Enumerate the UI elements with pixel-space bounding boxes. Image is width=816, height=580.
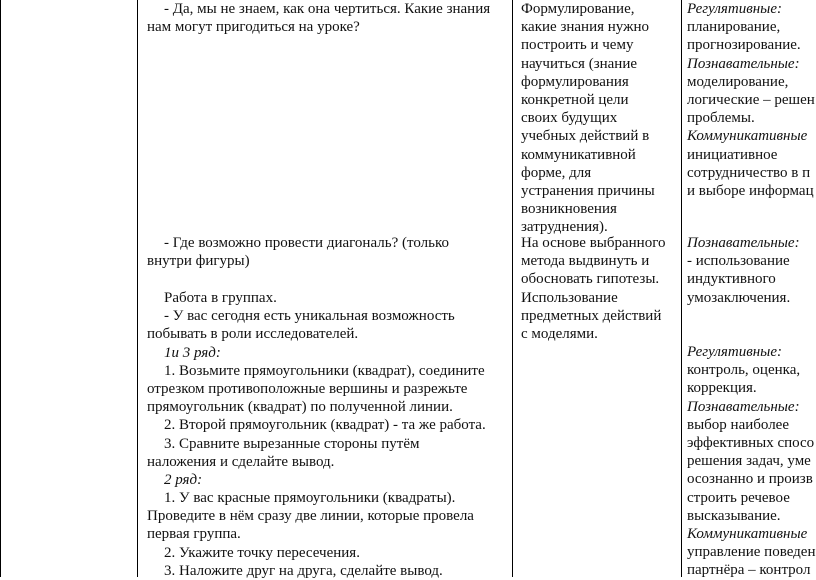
text-line: обосновать гипотезы. — [521, 271, 660, 288]
skills-block-3 — [687, 343, 815, 579]
text-line: метода выдвинуть и — [521, 253, 650, 270]
text-line: - использование — [687, 253, 790, 270]
text-line: какие знания нужно — [521, 19, 649, 36]
text-line: инициативное — [687, 146, 778, 163]
text-line: возникновения — [521, 201, 617, 218]
text-line: высказывание. — [687, 507, 781, 524]
text-line: осознанно и произв — [687, 471, 813, 488]
text-line: планирование, — [687, 19, 781, 36]
text-line: коммуникативной — [521, 146, 636, 163]
goals-block-2 — [521, 234, 666, 343]
text-line: партнёра – контрол — [687, 562, 811, 579]
text-line: затруднения). — [521, 219, 608, 236]
skill-category: Познавательные: — [687, 55, 800, 72]
skill-category: Познавательные: — [687, 235, 800, 251]
skill-category: Коммуникативные — [687, 128, 808, 145]
group-work-block — [147, 289, 486, 580]
dialogue-block-2 — [147, 234, 449, 270]
text-line: отрезком противоположные вершины и разрежьте — [147, 380, 468, 397]
skill-category: Регулятивные: — [687, 1, 782, 17]
text-line: побывать в роли исследователей. — [147, 326, 359, 343]
text-line: своих будущих — [521, 110, 618, 127]
text-line: наложения и сделайте вывод. — [147, 453, 335, 470]
text-line: строить речевое — [687, 489, 790, 506]
text-line: - Где возможно провести диагональ? (только — [164, 235, 449, 251]
skills-block-2 — [687, 234, 800, 307]
text-line: Проведите в нём сразу две линии, которые провела — [147, 508, 474, 525]
text-line: - У вас сегодня есть уникальная возможность — [164, 308, 455, 325]
text-line: 3. Сравните вырезанные стороны путём — [164, 435, 420, 452]
text-line: 2. Второй прямоугольник (квадрат) - та же работа. — [164, 417, 486, 434]
text-line: логические – решен — [687, 91, 815, 108]
table-border-left — [0, 0, 1, 577]
skills-block-1 — [687, 0, 815, 200]
text-line: 1. Возьмите прямоугольники (квадрат), соедините — [164, 362, 485, 379]
text-line: устранения причины — [521, 182, 655, 199]
row-heading: 2 ряд: — [164, 471, 203, 488]
text-line: научиться (знание — [521, 55, 638, 72]
text-line: конкретной цели — [521, 91, 629, 108]
text-line: решения задач, уме — [687, 453, 811, 470]
text-line: внутри фигуры) — [147, 253, 250, 270]
text-line: предметных действий — [521, 307, 662, 324]
skill-category: Регулятивные: — [687, 344, 782, 360]
text-line: контроль, оценка, — [687, 362, 801, 379]
text-line: нам могут пригодиться на уроке? — [147, 19, 360, 36]
text-line: проблемы. — [687, 110, 755, 127]
text-line: индуктивного — [687, 271, 776, 288]
text-line: коррекция. — [687, 380, 757, 397]
skill-category: Коммуникативные — [687, 525, 808, 542]
dialogue-block-1 — [147, 0, 490, 36]
text-line: первая группа. — [147, 526, 241, 543]
text-line: 3. Наложите друг на друга, сделайте вывод. — [164, 562, 443, 579]
text-line: и выборе информац — [687, 182, 814, 199]
table-border-col3-left — [512, 0, 513, 577]
text-line: моделирование, — [687, 73, 789, 90]
text-line: Использование — [521, 289, 618, 306]
text-line: сотрудничество в п — [687, 164, 811, 181]
table-border-col4-left — [681, 0, 682, 577]
text-line: с моделями. — [521, 325, 598, 342]
text-line: Формулирование, — [521, 1, 635, 17]
text-line: эффективных спосо — [687, 434, 815, 451]
text-line: выбор наиболее — [687, 416, 789, 433]
text-line: учебных действий в — [521, 128, 650, 145]
text-line: прогнозирование. — [687, 37, 801, 54]
text-line: прямоугольник (квадрат) по полученной линии. — [147, 399, 453, 416]
text-line: 1. У вас красные прямоугольники (квадраты). — [164, 490, 456, 507]
text-line: управление поведен — [687, 544, 816, 561]
text-line: форме, для — [521, 164, 592, 181]
text-line: построить и чему — [521, 37, 634, 54]
row-heading: 1и 3 ряд: — [164, 344, 221, 361]
text-line: Работа в группах. — [164, 290, 277, 306]
table-border-col2-left — [137, 0, 138, 577]
text-line: На основе выбранного — [521, 235, 666, 251]
text-line: 2. Укажите точку пересечения. — [164, 544, 360, 561]
text-line: формулирования — [521, 73, 629, 90]
skill-category: Познавательные: — [687, 398, 800, 415]
text-line: - Да, мы не знаем, как она чертиться. Какие знания — [164, 1, 491, 17]
goals-block-1 — [521, 0, 655, 236]
text-line: умозаключения. — [687, 289, 791, 306]
